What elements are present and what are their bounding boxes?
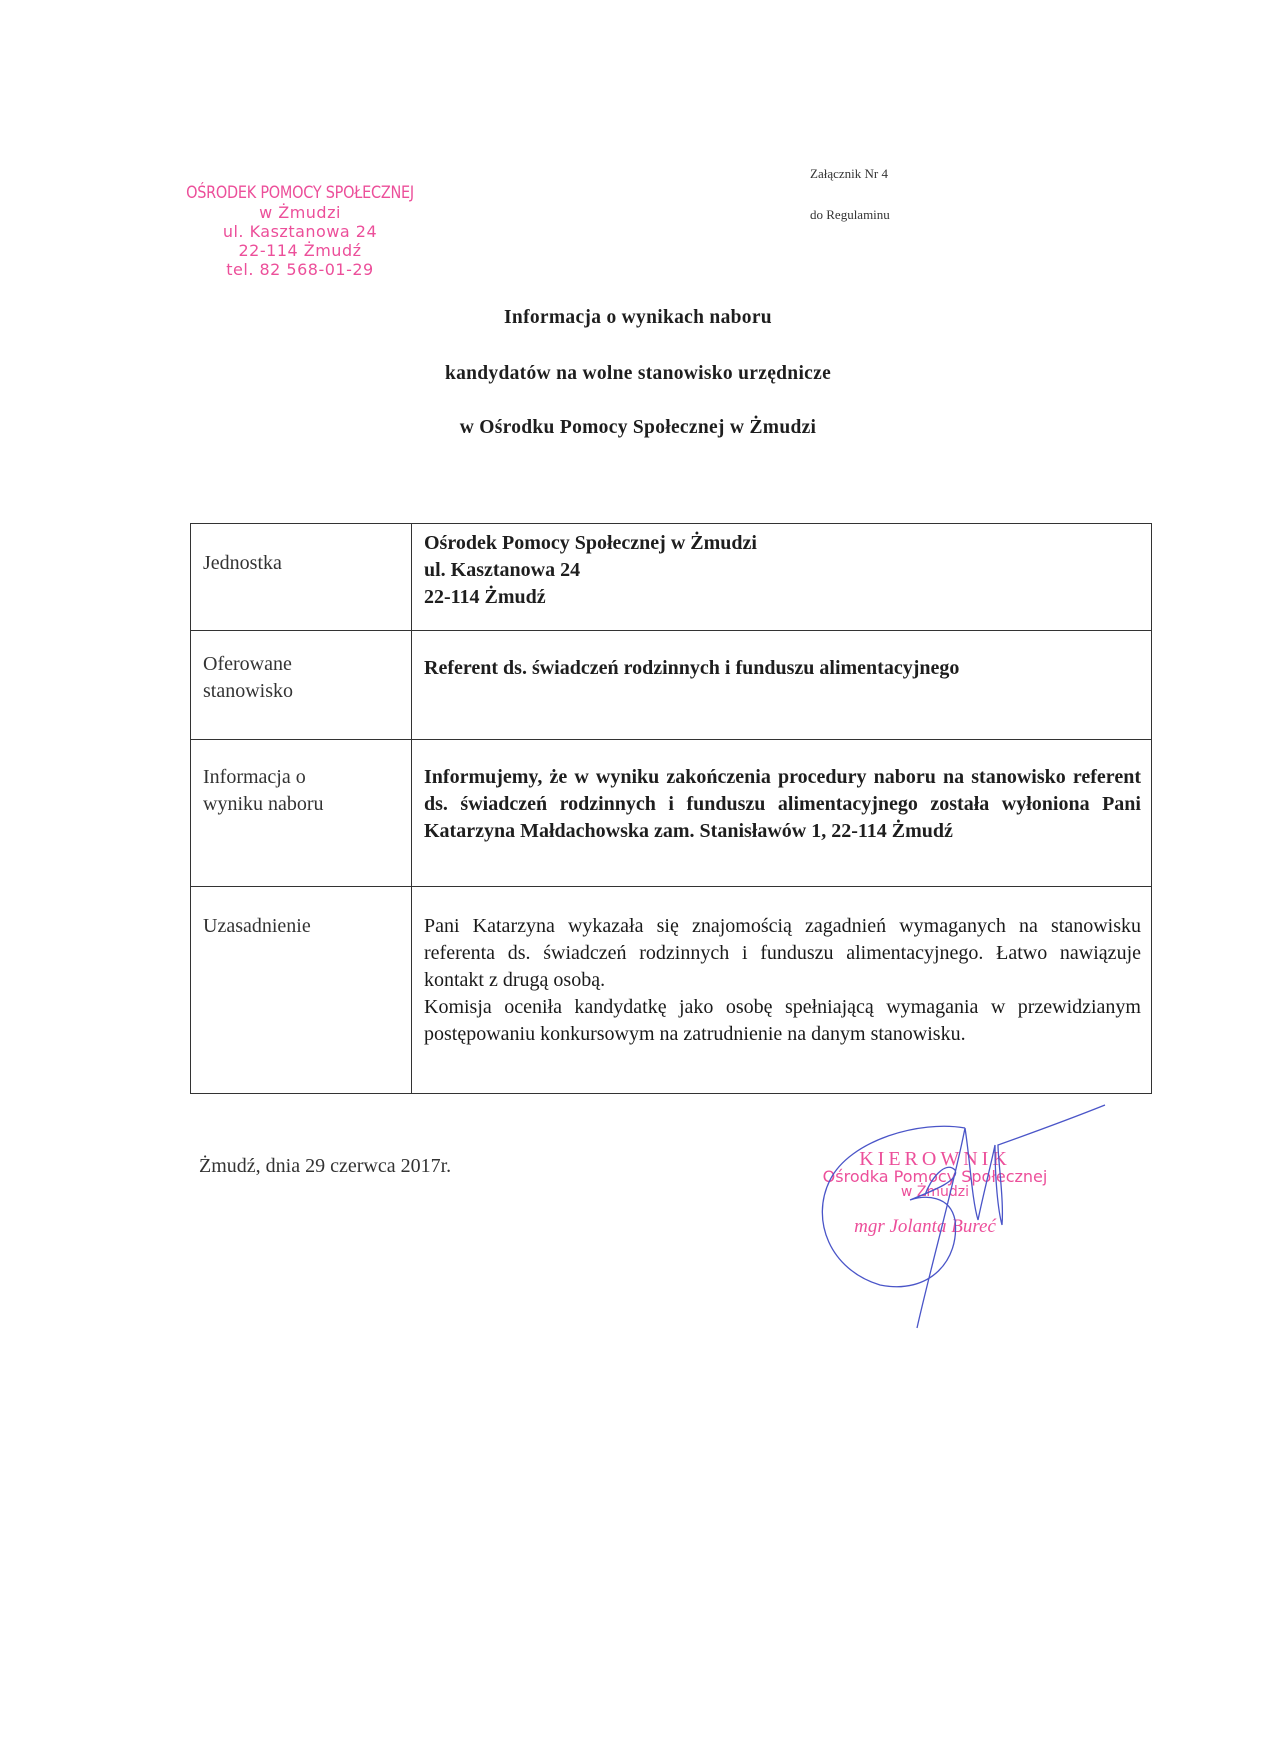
recruitment-info-table [190,523,1152,1094]
stamp-line: w Żmudzi [900,1184,970,1200]
document-title-line-2: kandydatów na wolne stanowisko urzędnicze [444,363,832,384]
row-value: Informujemy, że w wyniku zakończenia procedury naboru na stanowisko referent ds. świadczeń rodzinnych i funduszu alimentacyjnego została wyłoniona Pani Katarzyna Małdachowska zam. Stanisławów 1, 22-114 Żmudź [412,740,1152,887]
stamp-line: ul. Kasztanowa 24 [222,222,378,241]
row-value [412,524,1152,631]
label-line: stanowisko [203,680,293,702]
table-row [191,740,1152,887]
stamp-line: Ośrodka Pomocy Społecznej [822,1167,1048,1186]
unit-name: Ośrodek Pomocy Społecznej w Żmudzi [424,532,757,554]
document-title-line-1: Informacja o wynikach naboru [504,307,772,328]
row-label [191,740,412,887]
annex-regulation: do Regulaminu [810,207,890,222]
justification-paragraph: Komisja oceniła kandydatkę jako osobę spełniającą wymagania w przewidzianym postępowaniu konkursowym na zatrudnienie na danym stanowisku. [424,996,1141,1045]
signature-stroke [822,1105,1105,1328]
document-title-line-3: w Ośrodku Pomocy Społecznej w Żmudzi [459,417,817,438]
row-label [191,631,412,740]
justification-paragraph: Pani Katarzyna wykazała się znajomością zagadnień wymaganych na stanowisku referenta ds. świadczeń rodzinnych i funduszu alimentacyjnego. Łatwo nawiązuje kontakt z drugą osobą. [424,915,1141,991]
annex-number: Załącznik Nr 4 [810,166,888,181]
label-line: wyniku naboru [203,793,324,815]
stamp-line: OŚRODEK POMOCY SPOŁECZNEJ [186,183,414,203]
row-label: Uzasadnienie [191,887,412,1094]
annex-note [810,166,890,223]
stamp-line: w Żmudzi [259,203,341,222]
table-row [191,524,1152,631]
stamp-title: KIEROWNIK [859,1148,1011,1170]
row-value: Referent ds. świadczeń rodzinnych i funduszu alimentacyjnego [412,631,1152,740]
unit-city: 22-114 Żmudź [424,586,546,608]
table-row [191,887,1152,1094]
unit-street: ul. Kasztanowa 24 [424,559,581,581]
handwritten-signature [780,1100,1120,1350]
institution-stamp [150,184,450,279]
table-row [191,631,1152,740]
stamp-line: 22-114 Żmudź [238,241,362,260]
label-line: Oferowane [203,653,292,675]
row-value [412,887,1152,1094]
date-place: Żmudź, dnia 29 czerwca 2017r. [199,1155,452,1177]
stamp-line: tel. 82 568-01-29 [226,260,374,279]
row-label: Jednostka [191,524,412,631]
label-line: Informacja o [203,766,306,788]
stamp-name: mgr Jolanta Bureć [854,1216,996,1237]
